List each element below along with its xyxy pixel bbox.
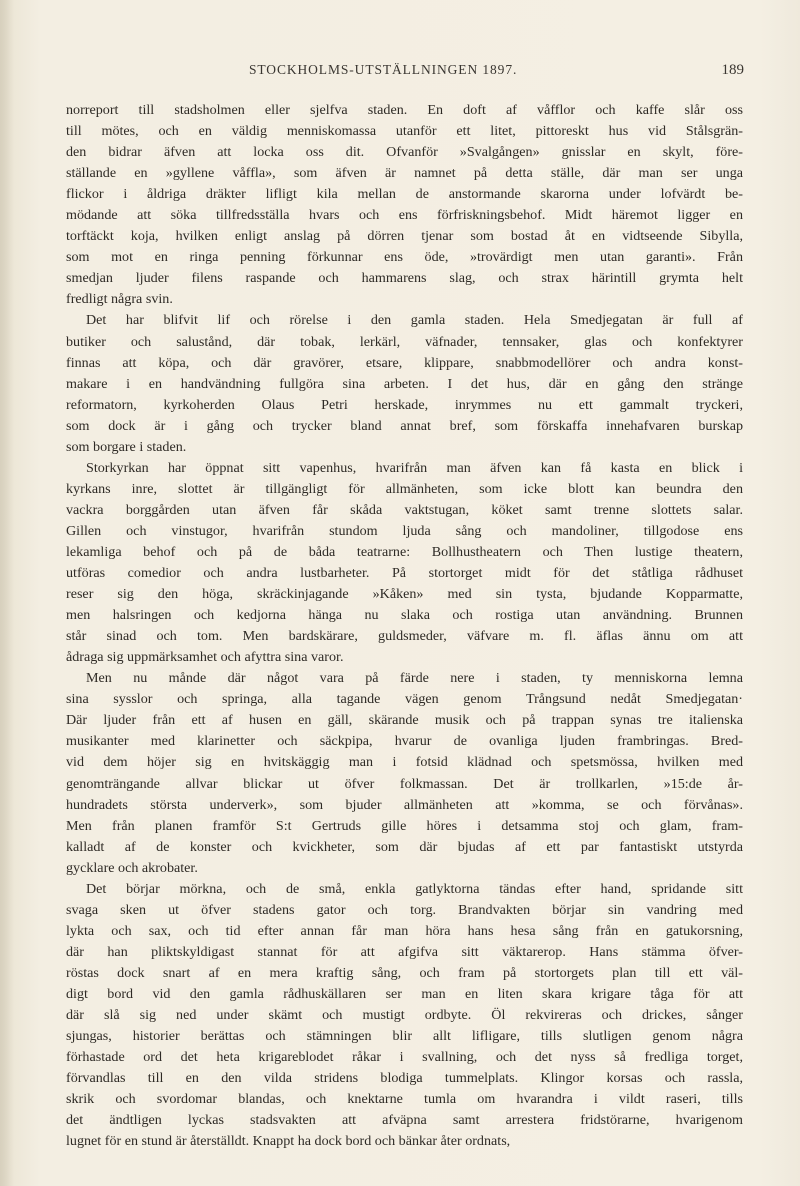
text-line: Storkyrkan har öppnat sitt vapenhus, hvarifrån man äfven kan få kasta en blick i xyxy=(86,459,743,476)
running-title: STOCKHOLMS-UTSTÄLLNINGEN 1897. xyxy=(249,62,518,77)
text-line: Gillen och vinstugor, hvarifrån stundom ljuda sång och mandoliner, tillgodose ens xyxy=(66,522,743,539)
text-line: kalladt af de konster och kvickheter, som där bjudas af ett par fantastiskt utstyrda xyxy=(66,838,743,855)
text-line: men halsringen och kedjorna hänga nu slaka och rostiga utan användning. Brunnen xyxy=(66,607,743,624)
text-line: där slå sig ned under skämt och mustigt ordbyte. Öl rekvireras och drickes, sånger xyxy=(66,1007,743,1024)
paragraph xyxy=(66,668,743,878)
text-line: finnas att köpa, och där gravörer, etsare, klippare, snabbmodellörer och andra konst- xyxy=(66,354,743,371)
paragraph xyxy=(66,100,743,310)
text-line: ådraga sig uppmärksamhet och afyttra sina varor. xyxy=(66,649,344,666)
text-line: lekamliga behof och på de båda teatrarne: Bollhustheatern och Then lustige theatern, xyxy=(66,543,743,560)
text-line: som borgare i staden. xyxy=(66,438,187,455)
text-line: makare i en handvändning fullgöra sina arbeten. I det hus, där en gång den stränge xyxy=(66,375,743,392)
text-line: kyrkans inre, slottet är tillgängligt för allmänheten, som icke blott kan beundra den xyxy=(66,480,743,497)
text-line: utföras comedior och andra lustbarheter. På stortorget midt för det ståtliga rådhuset xyxy=(66,565,743,582)
text-line: reformatorn, kyrkoherden Olaus Petri herskade, inrymmes nu ett gammalt tryckeri, xyxy=(66,396,743,413)
text-line: där han pliktskyldigast stannat för att afgifva sitt väktarerop. Hans stämma öfver- xyxy=(66,943,743,960)
text-line: torftäckt koja, hvilken enligt anslag på dörren tjenar som bostad åt en vidtseende Sibylla, xyxy=(66,228,743,245)
text-line: som dock är i gång och trycker bland annat bref, som förskaffa innehafvaren burskap xyxy=(66,417,743,434)
text-line: Men nu månde där något vara på färde nere i staden, ty menniskorna lemna xyxy=(86,670,743,687)
text-line: genomträngande allvar blickar ut öfver folkmassan. Det är trollkarlen, »15:de år- xyxy=(66,775,743,792)
text-line: ställande en »gyllene våffla», som äfven är namnet på detta ställe, där man ser unga xyxy=(66,165,743,182)
text-line: den bidrar äfven att locka oss dit. Ofvanför »Svalgången» gnisslar en skylt, före- xyxy=(66,144,743,161)
text-line: smedjan ljuder filens raspande och hammarens slag, och strax härintill grymta helt xyxy=(66,270,743,287)
text-line: lugnet för en stund är återställdt. Knappt ha dock bord och bänkar åter ordnats, xyxy=(66,1133,511,1150)
text-line: svaga sken ut öfver stadens gator och torg. Brandvakten börjar sin vandring med xyxy=(66,901,743,918)
text-line: det ändtligen lyckas stadsvakten att afväpna samt arrestera fridstörarne, hvarigenom xyxy=(66,1112,743,1129)
text-line: butiker och salustånd, där tobak, lerkärl, väfnader, tennsaker, glas och konfektyrer xyxy=(66,333,743,350)
text-line: Det börjar mörkna, och de små, enkla gatlyktorna tändas efter hand, spridande sitt xyxy=(86,880,743,897)
page-header xyxy=(64,62,744,86)
text-line: musikanter med klarinetter och säckpipa, hvarur de ovanliga ljuden frambringas. Bred- xyxy=(66,733,743,750)
text-line: röstas dock snart af en mera kraftig sång, och fram på stortorgets plan till ett väl- xyxy=(66,964,743,981)
paragraph xyxy=(66,310,743,457)
text-line: Men från planen framför S:t Gertruds gille höres i detsamma stoj och glam, fram- xyxy=(66,817,743,834)
text-line: vackra borggården utan äfven får skåda vaktstugan, köket samt trenne slottets salar. xyxy=(66,501,743,518)
text-line: mödande att söka tillfredsställa hvars och ens förfriskningsbehof. Midt häremot ligger en xyxy=(66,207,743,224)
text-line: hundradets största underverk», som bjuder allmänheten att »komma, se och förvånas». xyxy=(66,796,743,813)
text-line: skrik och svordomar blandas, och knektarne tumla om hvarandra i vildt raseri, tills xyxy=(66,1091,743,1108)
text-line: gycklare och akrobater. xyxy=(66,859,198,876)
text-line: lykta och sax, och tid efter annan får man höra hans hesa sång från en gatukorsning, xyxy=(66,922,743,939)
text-line: sjungas, historier berättas och stämningen blir allt lifligare, tills slutligen genom några xyxy=(66,1028,743,1045)
text-line: står sinad och tom. Men bardskärare, guldsmeder, väfvare m. fl. äflas ännu om att xyxy=(66,628,743,645)
body-text xyxy=(66,100,743,1152)
text-line: vid dem höjer sig en hvitskäggig man i fotsid klädnad och spetsmössa, hvilken med xyxy=(66,754,743,771)
text-line: förvandlas till en den vilda stridens blodiga tummelplats. Klingor korsas och rassla, xyxy=(66,1070,743,1087)
paragraph xyxy=(66,879,743,1153)
text-line: flickor i åldriga dräkter lifligt kila mellan de anstormande skarorna under lofvärdt be- xyxy=(66,186,743,203)
text-line: Där ljuder från ett af husen en gäll, skärande musik och på trappan synas tre italienska xyxy=(66,712,743,729)
text-line: digt bord vid den gamla rådhuskällaren ser man en liten skara krigare tåga för att xyxy=(66,985,743,1002)
text-line: sina sysslor och springa, alla tagande vägen genom Trångsund nedåt Smedjegatan· xyxy=(66,691,743,708)
text-line: norreport till stadsholmen eller sjelfva staden. En doft af våfflor och kaffe slår oss xyxy=(66,102,743,118)
text-line: fredligt några svin. xyxy=(66,291,173,308)
paragraph xyxy=(66,458,743,668)
text-line: förhastade ord det heta krigareblodet råkar i svallning, och det nyss så fredliga torget, xyxy=(66,1049,743,1066)
text-line: till mötes, och en väldig menniskomassa utanför ett litet, pittoreskt hus vid Stålsgrän- xyxy=(66,123,743,140)
page-number: 189 xyxy=(721,62,744,78)
text-line: reser sig den höga, skräckinjagande »Kåken» med sin tysta, bjudande Kopparmatte, xyxy=(66,586,743,603)
text-line: som mot en ringa penning förkunnar ens öde, »trovärdigt men utan garanti». Från xyxy=(66,249,743,266)
page-gutter-shadow xyxy=(0,0,14,1186)
text-line: Det har blifvit lif och rörelse i den gamla staden. Hela Smedjegatan är full af xyxy=(86,312,743,329)
